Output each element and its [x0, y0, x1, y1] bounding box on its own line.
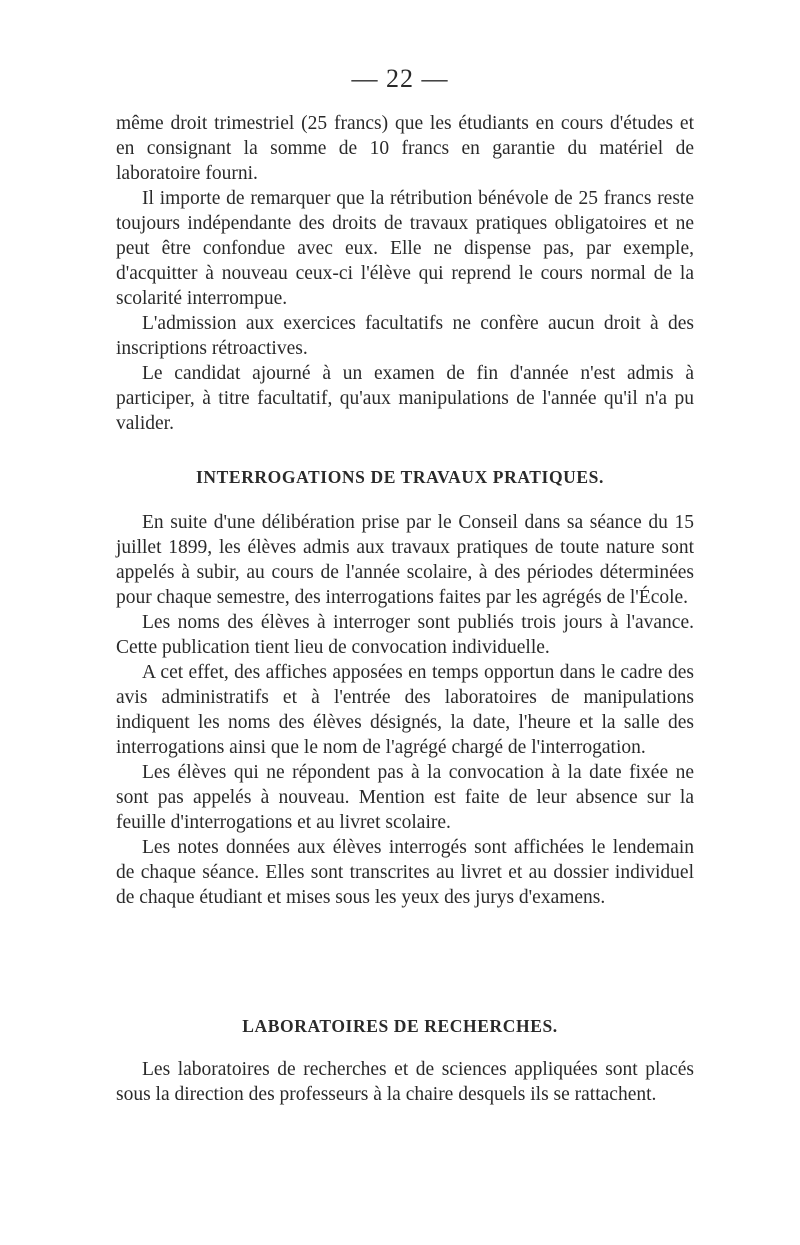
paragraph: Il importe de remarquer que la rétribution bénévole de 25 francs reste toujours indépendante des droits de travaux pratiques obligatoires et ne peut être confondue avec eux. Elle ne dispense pas, par exemple, d'acquitter à nouveau ceux-ci l'élève qui reprend le cours normal de la scolarité interrompue.	[116, 188, 694, 309]
interrogations-text-block	[116, 510, 694, 910]
paragraph: Les élèves qui ne répondent pas à la convocation à la date fixée ne sont pas appelés à nouveau. Mention est faite de leur absence sur la feuille d'interrogations et au livret scolaire.	[116, 762, 694, 833]
page-number: — 22 —	[351, 64, 449, 93]
section-heading-interrogations: INTERROGATIONS DE TRAVAUX PRATIQUES.	[196, 467, 604, 487]
paragraph: Les noms des élèves à interroger sont publiés trois jours à l'avance. Cette publication tient lieu de convocation individuelle.	[116, 612, 694, 658]
paragraph: Les laboratoires de recherches et de sciences appliquées sont placés sous la direction des professeurs à la chaire desquels ils se rattachent.	[116, 1059, 694, 1105]
section-heading-laboratoires: LABORATOIRES DE RECHERCHES.	[242, 1016, 558, 1036]
paragraph: L'admission aux exercices facultatifs ne confère aucun droit à des inscriptions rétroactives.	[116, 313, 694, 359]
paragraph: Les notes données aux élèves interrogés sont affichées le lendemain de chaque séance. Elles sont transcrites au livret et au dossier individuel de chaque étudiant et mises sous les yeux des jurys d'examens.	[116, 837, 694, 908]
intro-text-block	[116, 111, 694, 436]
paragraph: Le candidat ajourné à un examen de fin d'année n'est admis à participer, à titre facultatif, qu'aux manipulations de l'année qu'il n'a pu valider.	[116, 363, 694, 434]
paragraph: même droit trimestriel (25 francs) que les étudiants en cours d'études et en consignant la somme de 10 francs en garantie du matériel de laboratoire fourni.	[116, 113, 694, 184]
paragraph: En suite d'une délibération prise par le Conseil dans sa séance du 15 juillet 1899, les élèves admis aux travaux pratiques de toute nature sont appelés à subir, au cours de l'année scolaire, à des périodes déterminées pour chaque semestre, des interrogations faites par les agrégés de l'École.	[116, 512, 694, 608]
laboratoires-text-block	[116, 1057, 694, 1107]
paragraph: A cet effet, des affiches apposées en temps opportun dans le cadre des avis administratifs et à l'entrée des laboratoires de manipulations indiquent les noms des élèves désignés, la date, l'heure et la salle des interrogations ainsi que le nom de l'agrégé chargé de l'interrogation.	[116, 662, 694, 758]
